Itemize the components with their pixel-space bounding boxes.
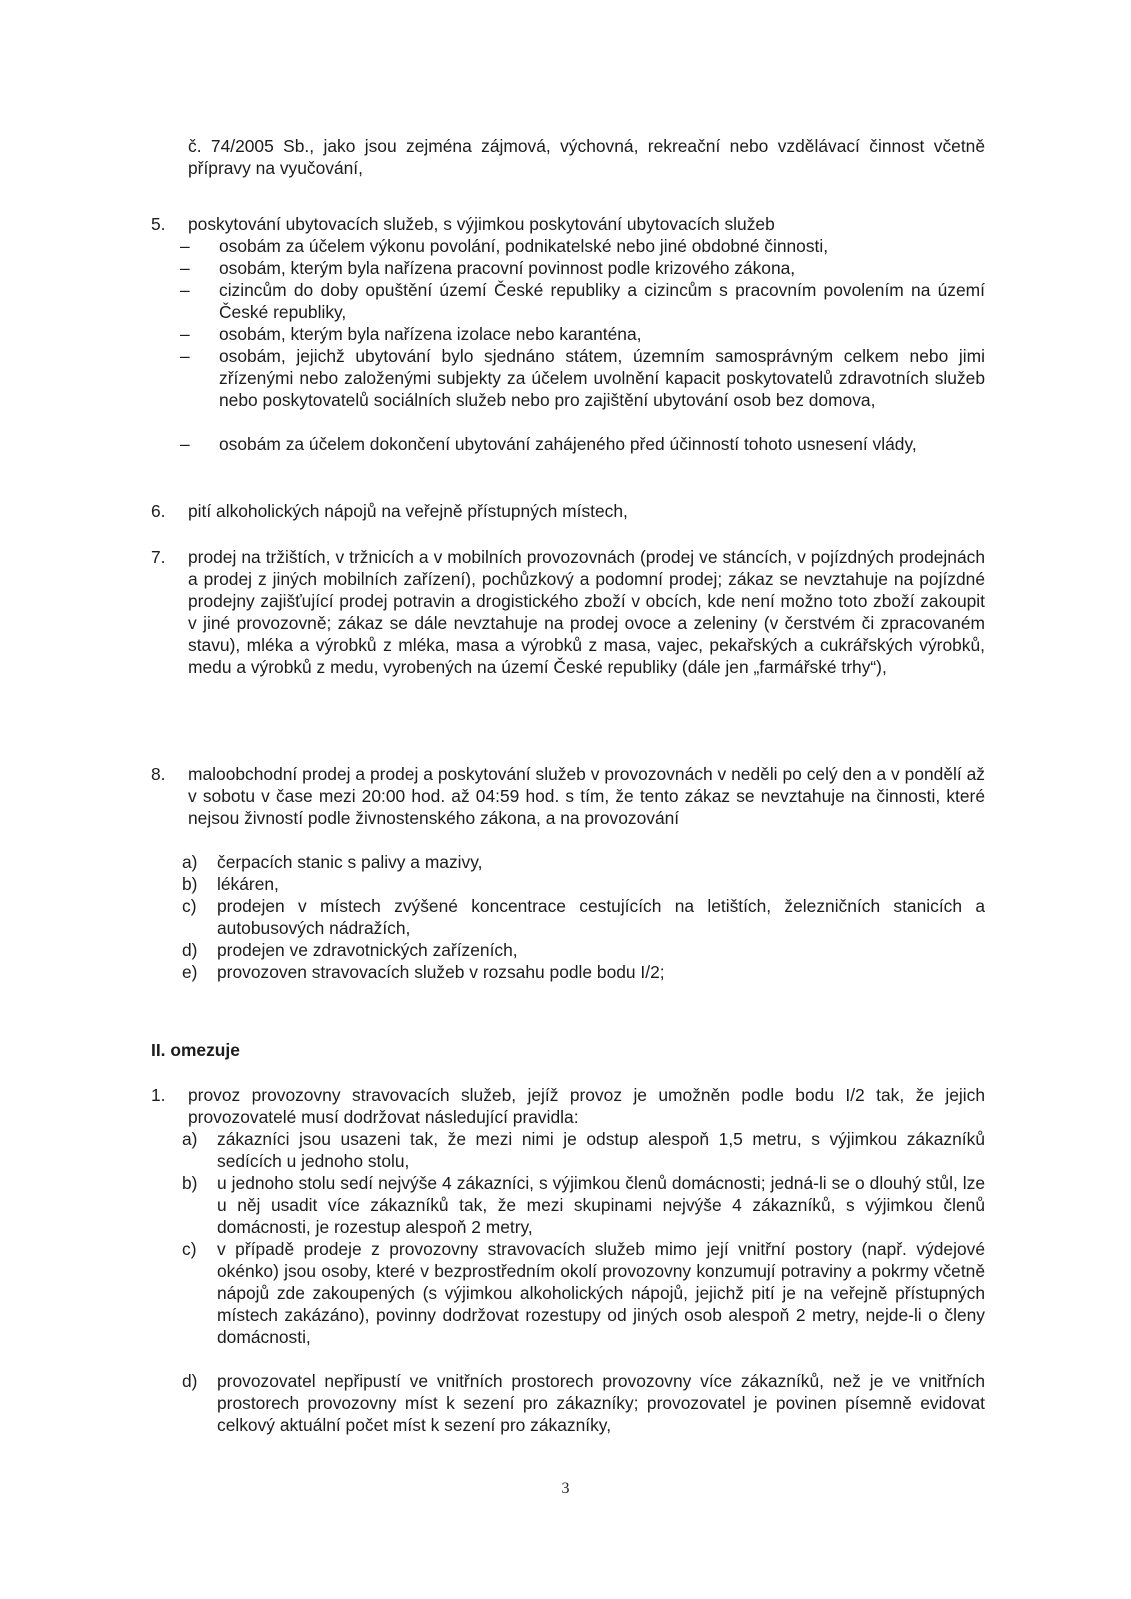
exception-6: osobám za účelem dokončení ubytování zahájeného před účinností tohoto usnesení vlády, [219, 434, 917, 454]
s2-item-1-b-text: u jednoho stolu sedí nejvýše 4 zákazníci, s výjimkou členů domácnosti; jedná-li se o dlouhý stůl, lze u něj usadit více zákazníků tak, že mezi skupinami nejvýše 4 zákazníků, s výjimkou členů domácnosti, je rozestup alespoň 2 metry, [217, 1173, 985, 1237]
s2-item-1-b-label: b) [182, 1173, 198, 1193]
item-7-text: prodej na tržištích, v tržnicích a v mobilních provozovnách (prodej ve stáncích, v pojízdných prodejnách a prodej z jiných mobilních zařízení), pochůzkový a podomní prodej; zákaz se nevztahuje na pojízdné prodejny zajišťující prodej potravin a drogistického zboží v obcích, kde není možno toto zboží zakoupit v jiné provozovně; zákaz se dále nevztahuje na prodej ovoce a zeleniny (v čerstvém či zpracovaném stavu), mléka a výrobků z mléka, masa a výrobků z masa, vajec, pekařských a cukrářských výrobků, medu a výrobků z medu, vyrobených na území České republiky (dále jen „farmářské trhy“), [188, 547, 985, 677]
item-8-c-label: c) [182, 896, 197, 916]
item-8-d-text: prodejen ve zdravotnických zařízeních, [217, 940, 518, 960]
exception-5: osobám, jejichž ubytování bylo sjednáno státem, územním samosprávným celkem nebo jimi zřízenými nebo založenými subjekty za účelem uvolnění kapacit poskytovatelů zdravotních služeb nebo poskytovatelů sociálních služeb nebo pro zajištění ubytování osob bez domova, [219, 346, 985, 410]
item-6-number: 6. [151, 501, 166, 521]
item-5-number: 5. [151, 214, 166, 234]
item-8-b-label: b) [182, 874, 198, 894]
item-8-text: maloobchodní prodej a prodej a poskytování služeb v provozovnách v neděli po celý den a v pondělí až v sobotu v čase mezi 20:00 hod. až 04:59 hod. s tím, že tento zákaz se nevztahuje na činnosti, které nejsou živností podle živnostenského zákona, a na provozování [188, 764, 985, 828]
s2-item-1-d-label: d) [182, 1371, 198, 1391]
s2-item-1-a-label: a) [182, 1129, 198, 1149]
item-8-e-text: provozoven stravovacích služeb v rozsahu podle bodu I/2; [217, 962, 665, 982]
dash-marker: – [180, 280, 190, 300]
page-number: 3 [561, 1480, 570, 1497]
item-5-text: poskytování ubytovacích služeb, s výjimkou poskytování ubytovacích služeb [188, 214, 775, 234]
item-7-number: 7. [151, 547, 166, 567]
dash-marker: – [180, 346, 190, 366]
exception-4: osobám, kterým byla nařízena izolace nebo karanténa, [219, 324, 642, 344]
item-8-d-label: d) [182, 940, 198, 960]
item-8-c-text: prodejen v místech zvýšené koncentrace cestujících na letištích, železničních stanicích a autobusových nádražích, [217, 896, 985, 938]
exception-3: cizincům do doby opuštění území České republiky a cizincům s pracovním povolením na území České republiky, [219, 280, 985, 322]
item-8-b-text: lékáren, [217, 874, 279, 894]
section-heading: II. omezuje [151, 1040, 240, 1060]
item-6-text: pití alkoholických nápojů na veřejně přístupných místech, [188, 501, 628, 521]
s2-item-1-d-text: provozovatel nepřipustí ve vnitřních prostorech provozovny více zákazníků, než je ve vnitřních prostorech provozovny míst k sezení pro zákazníky; provozovatel je povinen písemně evidovat celkový aktuální počet míst k sezení pro zákazníky, [217, 1371, 985, 1435]
dash-marker: – [180, 324, 190, 344]
dash-marker: – [180, 258, 190, 278]
dash-marker: – [180, 236, 190, 256]
s2-item-1-c-label: c) [182, 1239, 197, 1259]
exception-1: osobám za účelem výkonu povolání, podnikatelské nebo jiné obdobné činnosti, [219, 236, 829, 256]
item-8-e-label: e) [182, 962, 198, 982]
intro-paragraph: č. 74/2005 Sb., jako jsou zejména zájmová, výchovná, rekreační nebo vzdělávací činnost včetně přípravy na vyučování, [188, 136, 985, 178]
item-8-number: 8. [151, 764, 166, 784]
item-8-a-text: čerpacích stanic s palivy a mazivy, [217, 852, 483, 872]
s2-item-1-c-text: v případě prodeje z provozovny stravovacích služeb mimo její vnitřní postory (např. výdejové okénko) jsou osoby, které v bezprostředním okolí provozovny konzumují potraviny a pokrmy včetně nápojů zde zakoupených (s výjimkou alkoholických nápojů, jejichž pití je na veřejně přístupných místech zakázáno), povinny dodržovat rozestupy od jiných osob alespoň 2 metry, nejde-li o členy domácnosti, [217, 1239, 985, 1347]
dash-marker: – [180, 434, 190, 454]
s2-item-1-number: 1. [151, 1085, 166, 1105]
item-8-a-label: a) [182, 852, 198, 872]
s2-item-1-text: provoz provozovny stravovacích služeb, jejíž provoz je umožněn podle bodu I/2 tak, že jejich provozovatelé musí dodržovat následující pravidla: [188, 1085, 985, 1127]
exception-2: osobám, kterým byla nařízena pracovní povinnost podle krizového zákona, [219, 258, 796, 278]
s2-item-1-a-text: zákazníci jsou usazeni tak, že mezi nimi je odstup alespoň 1,5 metru, s výjimkou zákazníků sedících u jednoho stolu, [217, 1129, 985, 1171]
